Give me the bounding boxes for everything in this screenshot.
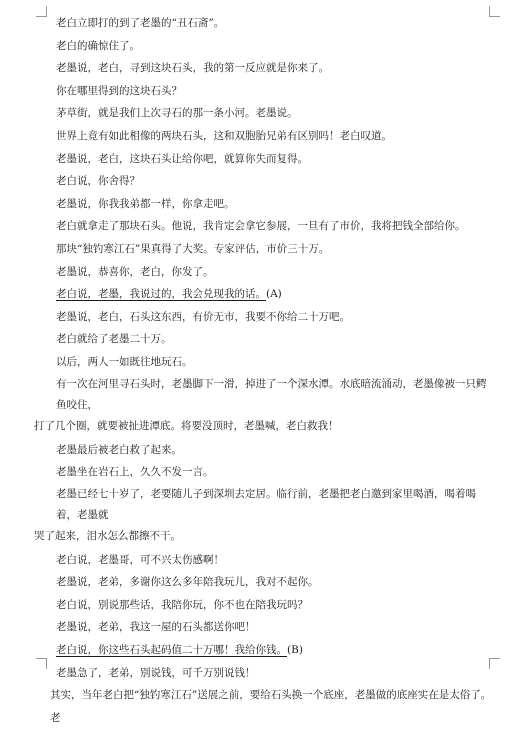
paragraph: 那块“独钓寒江石”果真得了大奖。专家评估，市价三十万。 [56, 242, 330, 255]
paragraph: 其实，当年老白把“独钓寒江石”送展之前，要给石头换一个底座，老墨做的底座实在是太俗了。老 [50, 689, 492, 724]
paragraph-underlined-b [56, 639, 496, 662]
annotation-marker: (A) [266, 288, 282, 301]
page-corner-mark [36, 658, 47, 669]
paragraph: 老墨说，老白，石头这东西，有价无市，我要不你给二十万吧。 [56, 310, 350, 323]
paragraph: 老白的确惊住了。 [56, 39, 140, 52]
paragraph: 老墨最后被老白救了起来。 [56, 443, 182, 456]
underlined-sentence: 老白说，老墨，我说过的，我会兑现我的话。 [56, 288, 266, 301]
paragraph: 老白立即打的到了老墨的“丑石斋”。 [56, 17, 225, 29]
annotation-marker: (B) [287, 644, 303, 657]
paragraph-underlined-a [56, 283, 496, 306]
paragraph: 世界上竟有如此相像的两块石头，这和双胞胎兄弟有区别吗！老白叹道。 [56, 129, 392, 142]
paragraph: 老墨说，老弟，我这一屋的石头都送你吧！ [56, 621, 256, 634]
document-body [34, 12, 496, 729]
paragraph: 有一次在河里寻石头时，老墨脚下一滑，掉进了一个深水潭。水底暗流涌动，老墨像被一只鳄鱼咬住， 打了几个圈，就要被扯进潭底。将要没顶时，老墨喊，老白救我！ [34, 377, 487, 432]
paragraph: 老墨急了，老弟，别说钱，可千万别说钱！ [56, 666, 256, 679]
paragraph: 老墨说，你我我弟都一样，你拿走吧。 [56, 197, 235, 210]
paragraph: 茅草街，就是我们上次寻石的那一条小河。老墨说。 [56, 107, 298, 120]
paragraph: 老墨说，老白，寻到这块石头，我的第一反应就是你来了。 [56, 62, 329, 75]
paragraph: 老墨已经七十岁了，老要随儿子到深圳去定居。临行前，老墨把老白邀到家里喝酒，喝着喝着，老墨就 哭了起来，泪水怎么都擦不干。 [34, 487, 476, 542]
paragraph: 老墨说，恭喜你，老白，你发了。 [56, 265, 214, 278]
paragraph: 老墨说，老白，这块石头让给你吧，就算你失而复得。 [56, 152, 308, 165]
paragraph: 老墨坐在岩石上，久久不发一言。 [56, 466, 214, 479]
paragraph: 老墨说，老弟，多谢你这么多年陪我玩儿，我对不起你。 [56, 576, 319, 589]
paragraph: 老白就拿走了那块石头。他说，我肯定会拿它参展，一旦有了市价，我将把钱全部给你。 [56, 220, 466, 233]
page-corner-mark [36, 6, 47, 17]
underlined-sentence: 老白说，你这些石头起码值二十万哪！我给你钱。 [56, 644, 287, 657]
paragraph: 老白说，别说那些话，我陪你玩，你不也在陪我玩吗？ [56, 598, 308, 611]
paragraph: 你在哪里得到的这块石头？ [56, 84, 182, 97]
paragraph: 老白说，你舍得？ [56, 175, 140, 188]
paragraph: 以后，两人一如既往地玩石。 [56, 355, 193, 368]
paragraph: 老白就给了老墨二十万。 [56, 333, 172, 346]
paragraph: 老白说，老墨哥，可不兴太伤感啊！ [56, 553, 224, 566]
